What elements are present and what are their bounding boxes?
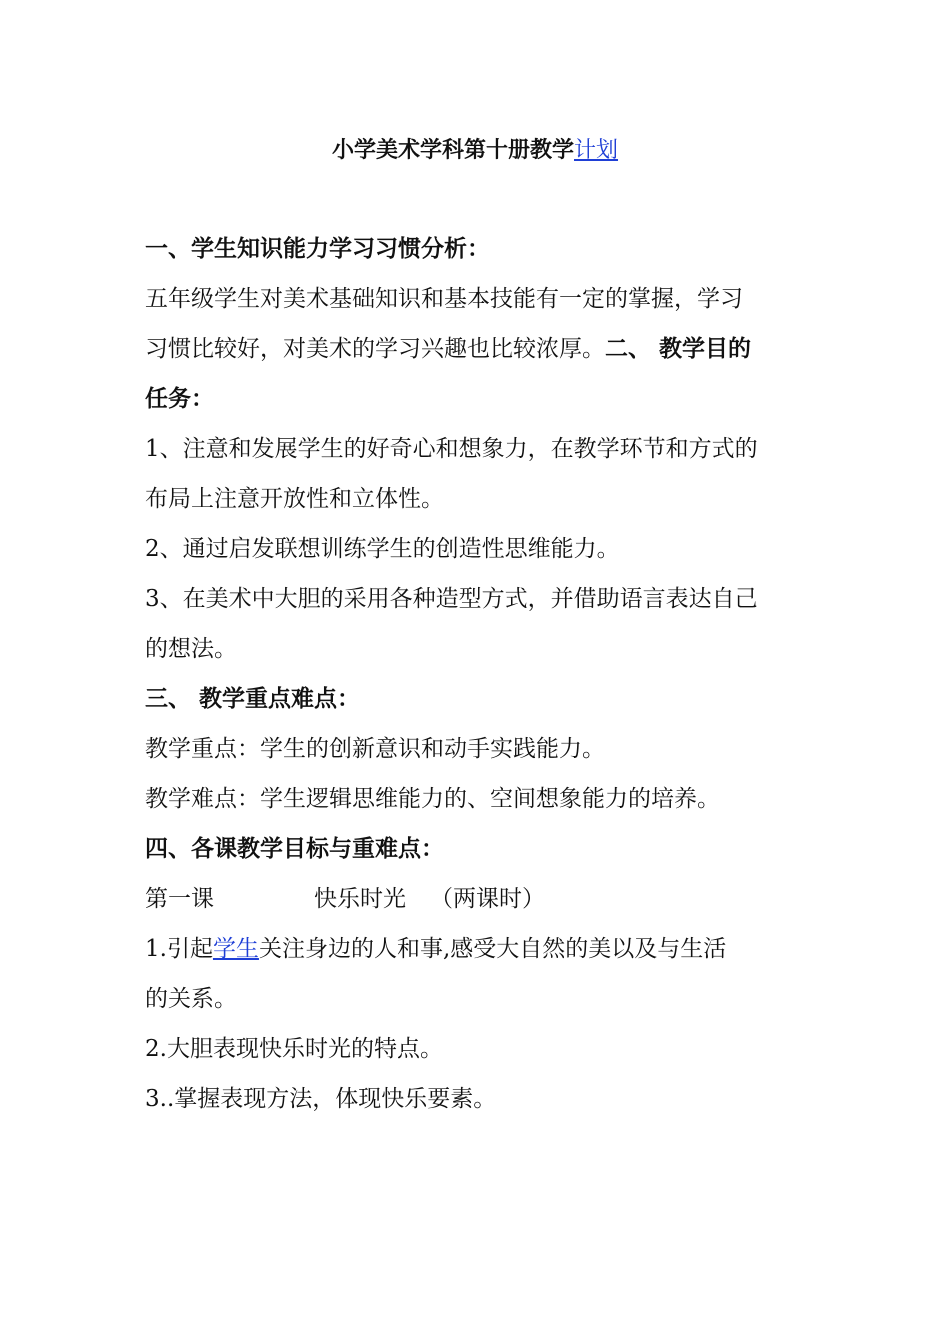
document-body <box>145 224 810 1124</box>
lesson1-goal3: 3..掌握表现方法，体现快乐要素。 <box>145 1086 497 1112</box>
lesson1-name: 快乐时光 <box>314 886 406 912</box>
section1-line1: 五年级学生对美术基础知识和基本技能有一定的掌握，学习 <box>145 286 743 312</box>
difficult-point: 教学难点：学生逻辑思维能力的、空间想象能力的培养。 <box>145 786 720 812</box>
lesson1-number: 第一课 <box>145 886 214 912</box>
section1-heading: 一、学生知识能力学习习惯分析： <box>145 235 490 262</box>
title-plan-link[interactable]: 计划 <box>574 138 619 163</box>
section4-heading: 四、各课教学目标与重难点： <box>145 835 444 862</box>
goal1-suffix: 关注身边的人和事,感受大自然的美以及与生活 <box>258 936 727 962</box>
task1-line1: 1、注意和发展学生的好奇心和想象力，在教学环节和方式的 <box>145 436 758 462</box>
section1-line2 <box>145 324 810 374</box>
lesson1-goal1-line2: 的关系。 <box>145 986 237 1012</box>
task3-line2: 的想法。 <box>145 636 237 662</box>
task3-line1: 3、在美术中大胆的采用各种造型方式，并借助语言表达自己 <box>145 586 758 612</box>
section2-heading-part1: 二、 教学目的 <box>605 335 752 362</box>
lesson1-goal1-line1 <box>145 924 810 974</box>
document-title <box>0 132 950 169</box>
section2-heading-part2: 任务： <box>145 385 214 412</box>
lesson1-hours: （两课时） <box>430 886 545 912</box>
task1-line2: 布局上注意开放性和立体性。 <box>145 486 444 512</box>
goal1-prefix: 1.引起 <box>145 936 213 962</box>
key-point: 教学重点：学生的创新意识和动手实践能力。 <box>145 736 605 762</box>
goal1-student-link[interactable]: 学生 <box>212 936 259 962</box>
section3-heading: 三、 教学重点难点： <box>145 685 361 712</box>
lesson1-goal2: 2.大胆表现快乐时光的特点。 <box>145 1036 443 1062</box>
title-text: 小学美术学科第十册教学 <box>331 137 574 163</box>
lesson1-header <box>145 874 810 924</box>
task2: 2、通过启发联想训练学生的创造性思维能力。 <box>145 536 620 562</box>
section1-line2-text: 习惯比较好，对美术的学习兴趣也比较浓厚。 <box>145 336 605 362</box>
